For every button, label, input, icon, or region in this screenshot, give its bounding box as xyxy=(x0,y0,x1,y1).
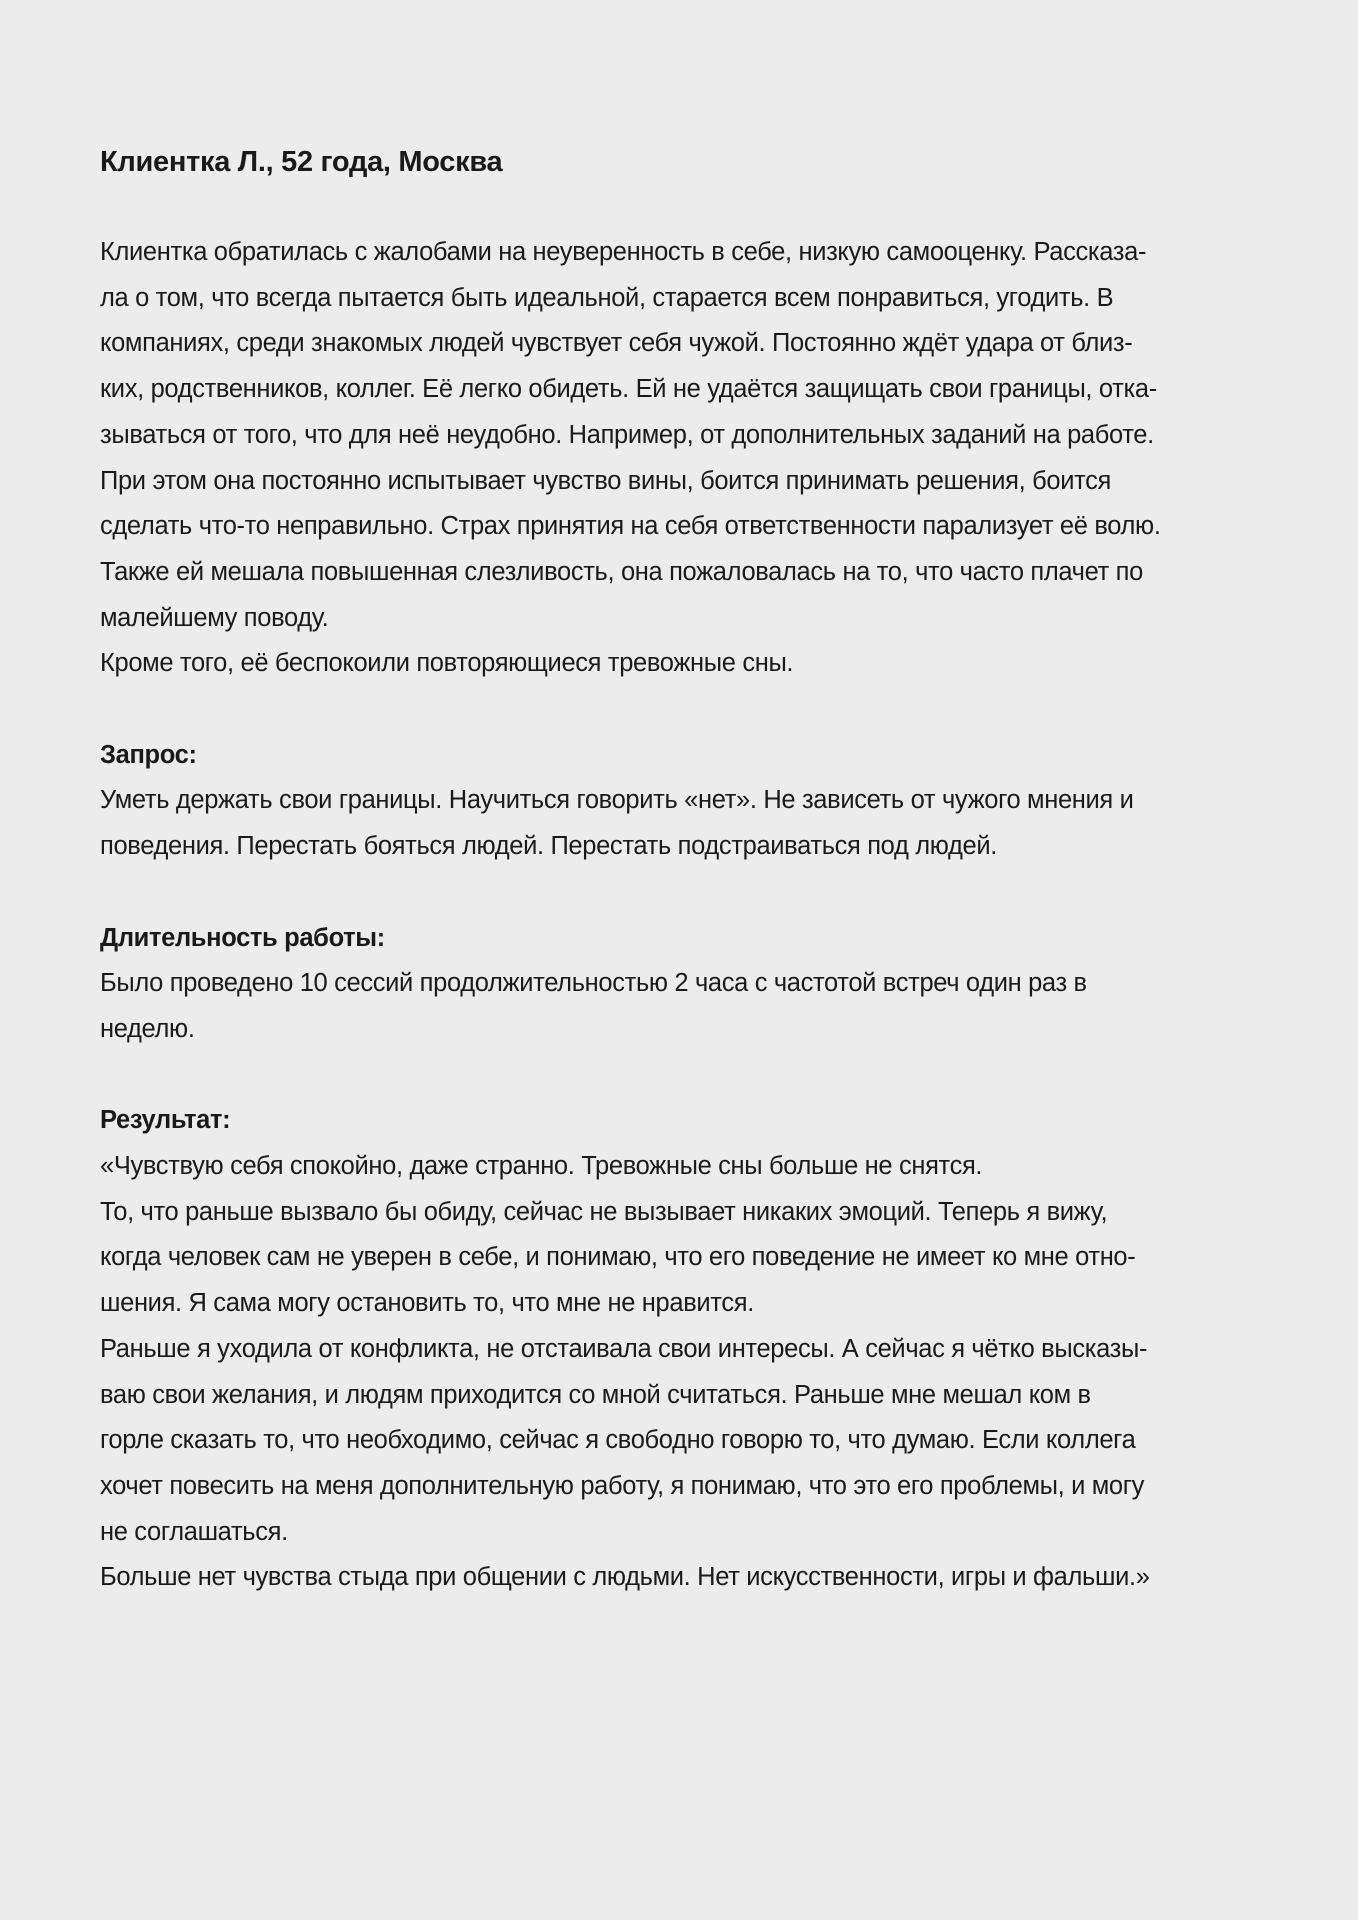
result-line: горле сказать то, что необходимо, сейчас я свободно говорю то, что думаю. Если коллега xyxy=(100,1426,1136,1455)
result-line: Раньше я уходила от конфликта, не отстаивала свои интересы. А сейчас я чётко высказы- xyxy=(100,1334,1148,1363)
intro-line: компаниях, среди знакомых людей чувствует себя чужой. Постоянно ждёт удара от близ- xyxy=(100,329,1133,358)
duration-line: Было проведено 10 сессий продолжительностью 2 часа с частотой встреч один раз в xyxy=(100,969,1087,998)
intro-line: Кроме того, её беспокоили повторяющиеся тревожные сны. xyxy=(100,649,794,678)
intro-line: Также ей мешала повышенная слезливость, она пожаловалась на то, что часто плачет по xyxy=(100,557,1143,586)
result-line: То, что раньше вызвало бы обиду, сейчас не вызывает никаких эмоций. Теперь я вижу, xyxy=(100,1197,1108,1226)
section-spacer xyxy=(100,870,1280,916)
section-spacer xyxy=(100,1053,1280,1099)
duration-section xyxy=(100,916,1280,1053)
intro-line: ла о том, что всегда пытается быть идеальной, старается всем понравиться, угодить. В xyxy=(100,283,1114,312)
result-section xyxy=(100,1098,1280,1601)
result-line: хочет повесить на меня дополнительную работу, я понимаю, что это его проблемы, и могу xyxy=(100,1471,1145,1500)
result-line: не соглашаться. xyxy=(100,1517,288,1546)
document-title: Клиентка Л., 52 года, Москва xyxy=(100,146,503,178)
request-heading: Запрос: xyxy=(100,740,197,769)
intro-line: зываться от того, что для неё неудобно. Например, от дополнительных заданий на работе. xyxy=(100,420,1154,449)
section-spacer xyxy=(100,687,1280,733)
duration-heading: Длительность работы: xyxy=(100,923,385,952)
intro-line: малейшему поводу. xyxy=(100,603,329,632)
request-line: поведения. Перестать бояться людей. Перестать подстраиваться под людей. xyxy=(100,832,997,861)
result-line: «Чувствую себя спокойно, даже странно. Тревожные сны больше не снятся. xyxy=(100,1152,983,1181)
intro-line: сделать что-то неправильно. Страх принятия на себя ответственности парализует её волю. xyxy=(100,512,1161,541)
request-line: Уметь держать свои границы. Научиться говорить «нет». Не зависеть от чужого мнения и xyxy=(100,786,1134,815)
request-section xyxy=(100,733,1280,870)
result-line: когда человек сам не уверен в себе, и понимаю, что его поведение не имеет ко мне отно- xyxy=(100,1243,1136,1272)
duration-line: неделю. xyxy=(100,1014,195,1043)
document-page xyxy=(100,138,1280,1601)
result-heading: Результат: xyxy=(100,1106,231,1135)
intro-line: ких, родственников, коллег. Её легко обидеть. Ей не удаётся защищать свои границы, отка- xyxy=(100,375,1157,404)
intro-section xyxy=(100,230,1280,687)
intro-line: Клиентка обратилась с жалобами на неуверенность в себе, низкую самооценку. Рассказа- xyxy=(100,238,1147,266)
intro-line: При этом она постоянно испытывает чувство вины, боится принимать решения, боится xyxy=(100,466,1111,495)
result-line: ваю свои желания, и людям приходится со мной считаться. Раньше мне мешал ком в xyxy=(100,1380,1091,1409)
result-line: шения. Я сама могу остановить то, что мне не нравится. xyxy=(100,1289,754,1318)
result-line: Больше нет чувства стыда при общении с людьми. Нет искусственности, игры и фальши.» xyxy=(100,1563,1150,1592)
